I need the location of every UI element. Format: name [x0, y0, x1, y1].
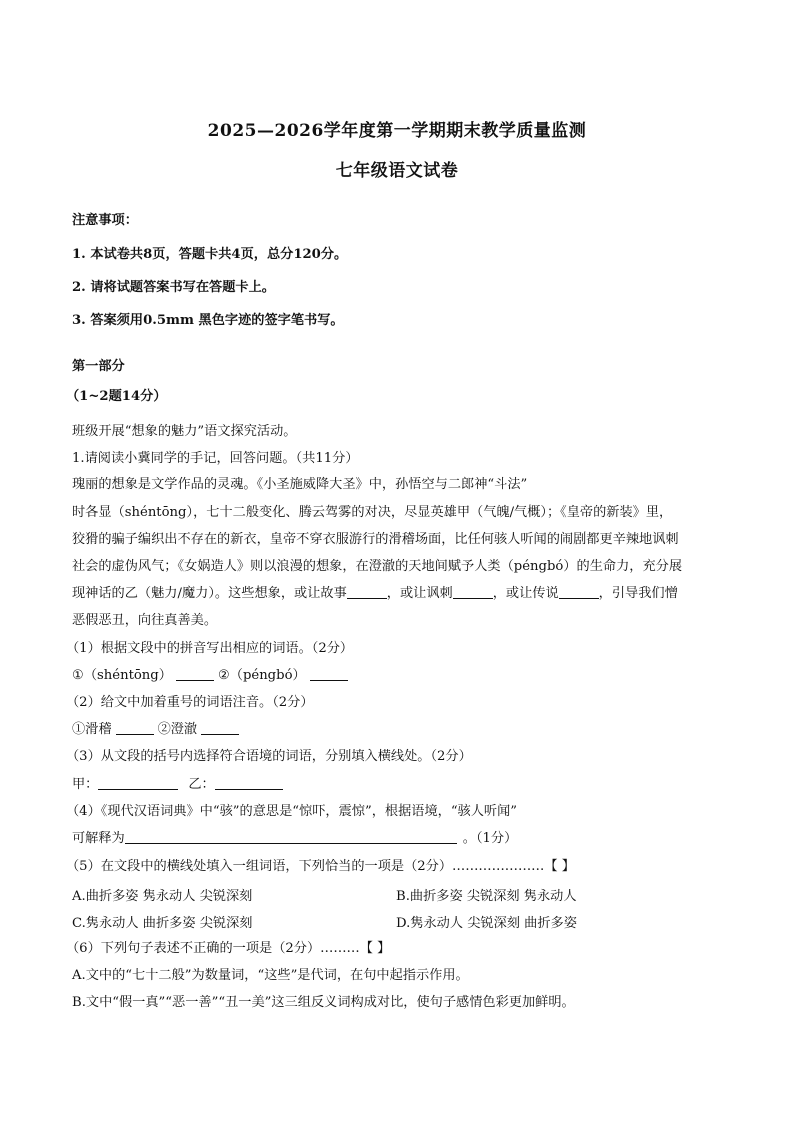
blank-3[interactable]: [559, 585, 599, 599]
exam-title: 2025—2026学年度第一学期期末教学质量监测: [207, 121, 587, 141]
question-1-2-stem: （2）给文中加着重号的词语注音。（2分）: [66, 695, 314, 710]
passage-line: 社会的虚伪风气；《女娲造人》则以浪漫的想象，在澄澈的天地间赋予人类（péngbó）的生命力，充分展: [72, 559, 683, 574]
notice-item: 3. 答案须用0.5mm 黑色字迹的签字笔书写。: [72, 313, 344, 328]
answer-blank[interactable]: [310, 667, 348, 681]
passage-fragment: ，或让讽刺: [386, 586, 453, 601]
blank-2[interactable]: [453, 585, 493, 599]
answer-blank[interactable]: [98, 776, 178, 790]
option-b[interactable]: B.文中“假一真”“恶一善”“丑一美”这三组反义词构成对比，使句子感情色彩更加鲜明。: [72, 995, 575, 1010]
passage-line: 时各显（shéntōng），七十二般变化、腾云驾雾的对决，尽显英雄甲（气魄/气概）；《皇帝的新装》里，: [72, 505, 673, 520]
activity-intro: 班级开展“想象的魅力”语文探究活动。: [72, 424, 297, 439]
question-1-6-stem: （6）下列句子表述不正确的一项是（2分）………【 】: [66, 941, 391, 956]
passage-fragment: ，引导我们憎: [598, 586, 678, 601]
answer-label: ①（shéntōng）: [72, 668, 172, 683]
answer-label: 甲：: [72, 777, 99, 792]
answer-blank[interactable]: [125, 830, 457, 844]
blank-1[interactable]: [347, 585, 387, 599]
part-heading: 第一部分: [72, 359, 125, 374]
question-1-1-answers: [72, 667, 732, 685]
option-a[interactable]: A.文中的“七十二般”为数量词，“这些”是代词，在句中起指示作用。: [72, 968, 469, 983]
question-1-1-stem: （1）根据文段中的拼音写出相应的词语。（2分）: [66, 641, 354, 656]
question-1-5-stem: （5）在文段中的横线处填入一组词语，下列恰当的一项是（2分）…………………【 】: [66, 859, 575, 874]
option-c[interactable]: C.隽永动人 曲折多姿 尖锐深刻: [72, 916, 253, 931]
answer-label: 可解释为: [72, 831, 125, 846]
passage-line: 恶假恶丑，向往真善美。: [72, 613, 218, 628]
answer-label: ②（péngbó）: [217, 668, 306, 683]
passage-line: [72, 585, 732, 603]
exam-subtitle: 七年级语文试卷: [335, 161, 459, 181]
part-range: （1~2题14分）: [66, 389, 167, 404]
notice-item: 1. 本试卷共8页，答题卡共4页，总分120分。: [72, 247, 348, 262]
answer-blank[interactable]: [215, 776, 283, 790]
passage-line: 狡猾的骗子编织出不存在的新衣，皇帝不穿衣服游行的滑稽场面，比任何骇人听闻的闹剧都更辛辣地讽刺: [72, 532, 679, 547]
question-1-2-answers: [72, 721, 732, 739]
question-1-4-stem: （4）《现代汉语词典》中“骇”的意思是“惊吓，震惊”，根据语境，“骇人听闻”: [66, 804, 518, 819]
option-a[interactable]: A.曲折多姿 隽永动人 尖锐深刻: [72, 889, 253, 904]
question-1-3-stem: （3）从文段的括号内选择符合语境的词语，分别填入横线处。（2分）: [66, 749, 472, 764]
answer-suffix: 。（1分）: [462, 831, 518, 846]
passage-line: 瑰丽的想象是文学作品的灵魂。《小圣施威降大圣》中，孙悟空与二郎神“斗法”: [72, 477, 528, 492]
question-1-stem: 1.请阅读小冀同学的手记，回答问题。（共11分）: [72, 451, 359, 466]
passage-fragment: ，或让传说: [492, 586, 559, 601]
answer-blank[interactable]: [201, 721, 239, 735]
answer-label: ②澄澈: [157, 722, 198, 737]
question-1-4-answer: [72, 830, 732, 848]
notice-item: 2. 请将试题答案书写在答题卡上。: [72, 280, 275, 295]
answer-blank[interactable]: [176, 667, 214, 681]
option-b[interactable]: B.曲折多姿 尖锐深刻 隽永动人: [396, 889, 577, 904]
answer-label: 乙：: [188, 777, 215, 792]
question-1-3-answers: [72, 776, 732, 794]
notice-heading: 注意事项：: [72, 213, 138, 228]
passage-fragment: 现神话的乙（魅力/魔力）。这些想象，或让故事: [72, 586, 347, 601]
option-d[interactable]: D.隽永动人 尖锐深刻 曲折多姿: [396, 916, 577, 931]
answer-blank[interactable]: [116, 721, 154, 735]
answer-label: ①滑稽: [72, 722, 112, 737]
